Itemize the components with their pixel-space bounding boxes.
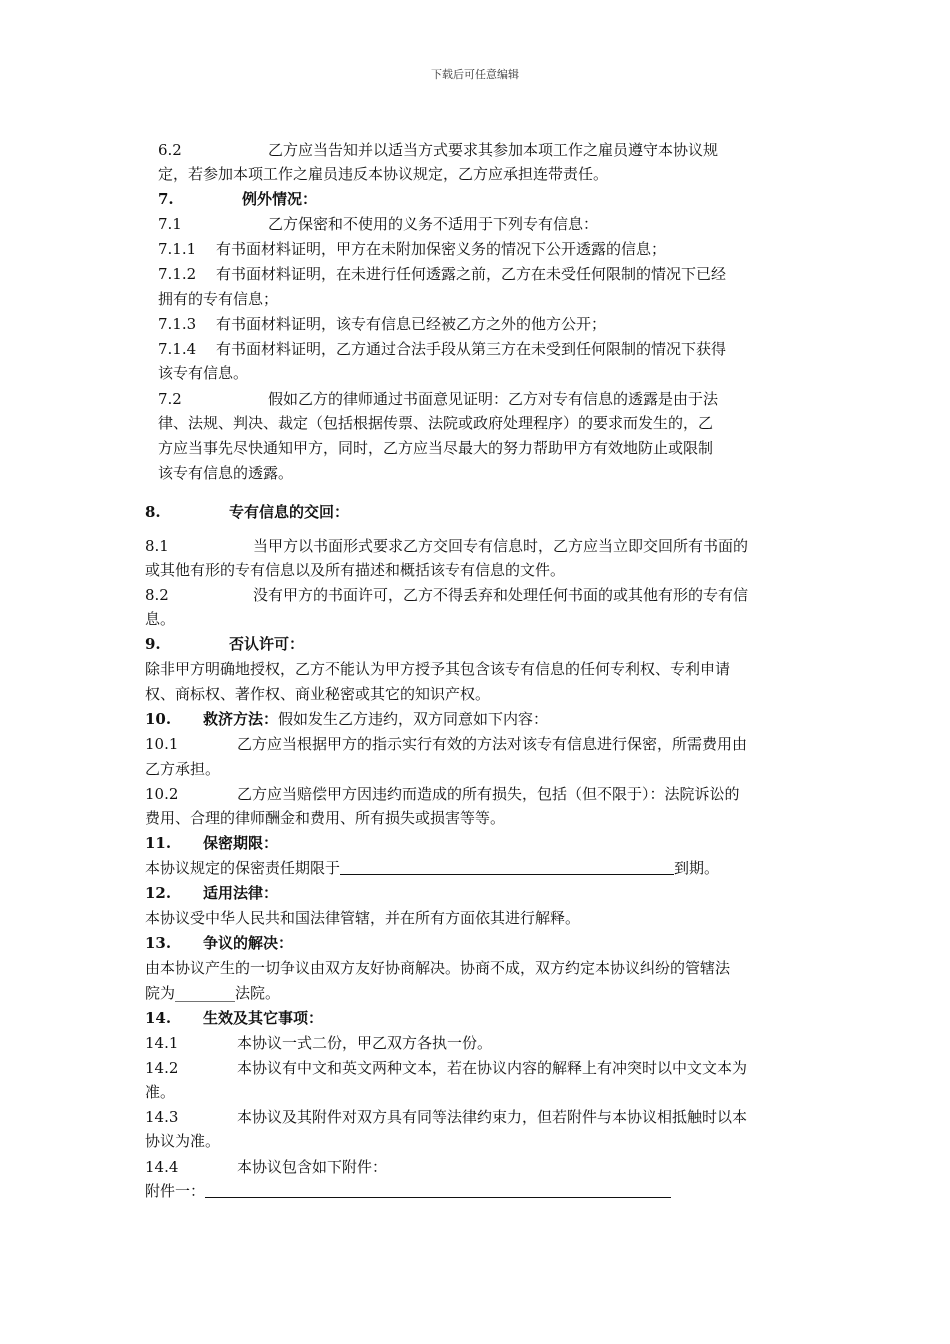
clause-10-2-line1 bbox=[145, 784, 740, 804]
clause-7-1-2-line1 bbox=[158, 264, 726, 284]
term-blank-field[interactable] bbox=[340, 860, 674, 875]
section-9-heading bbox=[145, 634, 304, 654]
clause-number: 10.1 bbox=[145, 735, 179, 753]
section-title: 例外情况： bbox=[242, 190, 318, 208]
section-number: 7. bbox=[158, 190, 174, 208]
section-title: 适用法律： bbox=[203, 884, 279, 902]
section-9-line1: 除非甲方明确地授权，乙方不能认为甲方授予其包含该专有信息的任何专利权、专利申请 bbox=[145, 660, 731, 678]
clause-text: 本协议包含如下附件： bbox=[237, 1158, 388, 1176]
clause-8-1-line2: 或其他有形的专有信息以及所有描述和概括该专有信息的文件。 bbox=[145, 561, 566, 579]
clause-14-2-line1 bbox=[145, 1058, 747, 1078]
section-number: 8. bbox=[145, 503, 161, 521]
clause-number: 8.1 bbox=[145, 537, 169, 555]
clause-text: 假如乙方的律师通过书面意见证明：乙方对专有信息的透露是由于法 bbox=[268, 390, 719, 408]
section-9-line2: 权、商标权、著作权、商业秘密或其它的知识产权。 bbox=[145, 685, 491, 703]
clause-7-2-line3: 方应当事先尽快通知甲方，同时，乙方应当尽最大的努力帮助甲方有效地防止或限制 bbox=[158, 439, 714, 457]
clause-number: 8.2 bbox=[145, 586, 169, 604]
clause-10-1-line2: 乙方承担。 bbox=[145, 760, 221, 778]
section-10-heading bbox=[145, 709, 548, 729]
clause-number: 14.2 bbox=[145, 1059, 179, 1077]
section-title: 否认许可： bbox=[229, 635, 305, 653]
clause-text: 有书面材料证明，在未进行任何透露之前，乙方在未受任何限制的情况下已经 bbox=[216, 265, 727, 283]
section-13-line1: 由本协议产生的一切争议由双方友好协商解决。协商不成，双方约定本协议纠纷的管辖法 bbox=[145, 959, 731, 977]
section-intro: 假如发生乙方违约，双方同意如下内容： bbox=[278, 710, 549, 728]
attachment-line bbox=[145, 1181, 671, 1201]
clause-text: 乙方应当根据甲方的指示实行有效的方法对该专有信息进行保密，所需费用由 bbox=[237, 735, 748, 753]
section-title: 生效及其它事项： bbox=[203, 1009, 324, 1027]
clause-7-1-2-line2: 拥有的专有信息； bbox=[158, 290, 279, 308]
clause-10-1-line1 bbox=[145, 734, 747, 754]
section-8-heading bbox=[145, 502, 349, 522]
clause-text: 有书面材料证明，甲方在未附加保密义务的情况下公开透露的信息； bbox=[216, 240, 667, 258]
clause-number: 7.1.2 bbox=[158, 265, 197, 283]
section-14-heading bbox=[145, 1008, 323, 1028]
clause-7-2-line4: 该专有信息的透露。 bbox=[158, 464, 294, 482]
clause-number: 7.2 bbox=[158, 390, 182, 408]
clause-text: 有书面材料证明，乙方通过合法手段从第三方在未受到任何限制的情况下获得 bbox=[216, 340, 727, 358]
clause-number: 7.1.1 bbox=[158, 240, 197, 258]
clause-number: 14.3 bbox=[145, 1108, 179, 1126]
clause-number: 7.1.3 bbox=[158, 315, 197, 333]
section-11-line1 bbox=[145, 858, 719, 878]
clause-text: 本协议一式二份，甲乙双方各执一份。 bbox=[237, 1034, 493, 1052]
clause-text: 本协议有中文和英文两种文本，若在协议内容的解释上有冲突时以中文文本为 bbox=[237, 1059, 748, 1077]
court-text-before: 院为 bbox=[145, 984, 176, 1002]
clause-number: 7.1 bbox=[158, 215, 182, 233]
section-12-line1: 本协议受中华人民共和国法律管辖，并在所有方面依其进行解释。 bbox=[145, 909, 581, 927]
section-12-heading bbox=[145, 883, 278, 903]
section-13-heading bbox=[145, 933, 293, 953]
clause-8-1-line1 bbox=[145, 536, 748, 556]
clause-7-1-1 bbox=[158, 239, 666, 259]
clause-7-1-4-line1 bbox=[158, 339, 726, 359]
clause-14-4 bbox=[145, 1157, 387, 1177]
attachment-blank-field[interactable] bbox=[205, 1183, 671, 1198]
section-title: 争议的解决： bbox=[203, 934, 294, 952]
clause-text: 没有甲方的书面许可，乙方不得丢弃和处理任何书面的或其他有形的专有信 bbox=[253, 586, 749, 604]
section-number: 10. bbox=[145, 710, 172, 728]
clause-6-2-line2: 定，若参加本项工作之雇员违反本协议规定，乙方应承担连带责任。 bbox=[158, 165, 609, 183]
court-blank-field[interactable]: ________ bbox=[175, 984, 236, 1002]
clause-text: 乙方保密和不使用的义务不适用于下列专有信息： bbox=[268, 215, 599, 233]
clause-14-3-line2: 协议为准。 bbox=[145, 1132, 221, 1150]
clause-text: 有书面材料证明，该专有信息已经被乙方之外的他方公开； bbox=[216, 315, 607, 333]
court-text-after: 法院。 bbox=[235, 984, 281, 1002]
clause-7-1 bbox=[158, 214, 598, 234]
clause-8-2-line2: 息。 bbox=[145, 610, 176, 628]
section-number: 13. bbox=[145, 934, 172, 952]
attachment-label: 附件一： bbox=[145, 1182, 206, 1200]
section-7-heading bbox=[158, 189, 317, 209]
clause-number: 10.2 bbox=[145, 785, 179, 803]
page-header: 下载后可任意编辑 bbox=[431, 68, 519, 81]
term-text-before: 本协议规定的保密责任期限于 bbox=[145, 859, 341, 877]
clause-text: 乙方应当告知并以适当方式要求其参加本项工作之雇员遵守本协议规 bbox=[268, 141, 719, 159]
clause-7-1-3 bbox=[158, 314, 606, 334]
section-number: 9. bbox=[145, 635, 161, 653]
clause-text: 本协议及其附件对双方具有同等法律约束力，但若附件与本协议相抵触时以本 bbox=[237, 1108, 748, 1126]
clause-number: 14.1 bbox=[145, 1034, 179, 1052]
clause-6-2-line1 bbox=[158, 140, 718, 160]
section-number: 12. bbox=[145, 884, 172, 902]
section-13-line2 bbox=[145, 983, 280, 1003]
clause-number: 6.2 bbox=[158, 141, 182, 159]
section-title: 保密期限： bbox=[203, 834, 279, 852]
clause-7-2-line1 bbox=[158, 389, 718, 409]
clause-7-1-4-line2: 该专有信息。 bbox=[158, 364, 249, 382]
clause-7-2-line2: 律、法规、判决、裁定（包括根据传票、法院或政府处理程序）的要求而发生的，乙 bbox=[158, 414, 714, 432]
clause-14-1 bbox=[145, 1033, 492, 1053]
clause-number: 7.1.4 bbox=[158, 340, 197, 358]
section-title: 专有信息的交回： bbox=[229, 503, 350, 521]
clause-number: 14.4 bbox=[145, 1158, 179, 1176]
section-11-heading bbox=[145, 833, 278, 853]
clause-14-3-line1 bbox=[145, 1107, 747, 1127]
clause-text: 乙方应当赔偿甲方因违约而造成的所有损失，包括（但不限于）：法院诉讼的 bbox=[237, 785, 740, 803]
term-text-after: 到期。 bbox=[674, 859, 720, 877]
clause-text: 当甲方以书面形式要求乙方交回专有信息时，乙方应当立即交回所有书面的 bbox=[253, 537, 749, 555]
section-number: 11. bbox=[145, 834, 172, 852]
clause-14-2-line2: 准。 bbox=[145, 1083, 176, 1101]
clause-8-2-line1 bbox=[145, 585, 748, 605]
section-title: 救济方法： bbox=[203, 710, 279, 728]
clause-10-2-line2: 费用、合理的律师酬金和费用、所有损失或损害等等。 bbox=[145, 809, 506, 827]
section-number: 14. bbox=[145, 1009, 172, 1027]
